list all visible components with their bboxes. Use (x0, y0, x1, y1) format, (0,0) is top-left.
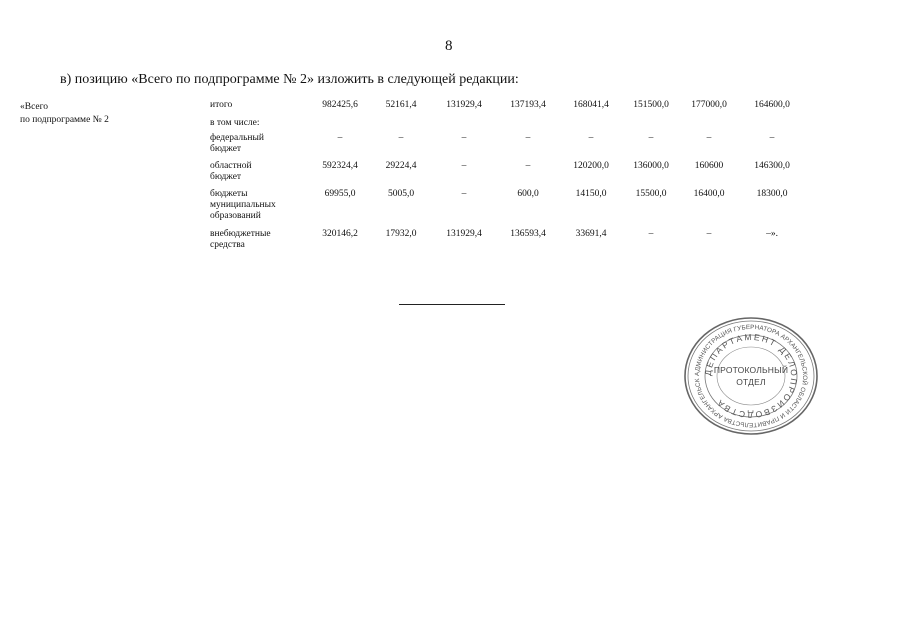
row-label-line: областной (210, 161, 252, 171)
stamp-seal-icon (682, 315, 820, 437)
table-cell: 5005,0 (387, 189, 415, 199)
table-cell: – (398, 133, 404, 143)
stamp-inner-text: ДЕПАРТАМЕНТ ДЕЛОПРОИЗВОДСТВА (702, 331, 800, 421)
table-cell: – (461, 161, 467, 171)
table-cell: 52161,4 (385, 100, 417, 110)
table-cell: 320146,2 (322, 229, 358, 239)
table-cell: – (525, 133, 531, 143)
table-cell: – (337, 133, 343, 143)
stamp-center-line-1: ПРОТОКОЛЬНЫЙ (713, 365, 789, 375)
table-cell: 33691,4 (575, 229, 607, 239)
separator-line (399, 304, 505, 305)
table-cell (738, 118, 806, 133)
table-cell: 151500,0 (633, 100, 669, 110)
table-cell: 131929,4 (446, 100, 482, 110)
table-cell: – (648, 229, 654, 239)
protocol-department-stamp (682, 315, 820, 437)
table-cell: – (706, 133, 712, 143)
table-cell: 18300,0 (756, 189, 788, 199)
instruction-text: в) позицию «Всего по подпрограмме № 2» изложить в следующей редакции: (60, 72, 519, 87)
table-cell: – (588, 133, 594, 143)
table-cell: 160600 (694, 161, 724, 171)
row-label (210, 118, 310, 133)
row-label-line: муниципальных (210, 200, 276, 210)
table-cell: 137193,4 (510, 100, 546, 110)
stamp-outer-text: АДМИНИСТРАЦИЯ ГУБЕРНАТОРА АРХАНГЕЛЬСКОЙ ОБЛАСТИ И ПРАВИТЕЛЬСТВА АРХАНГЕЛЬСК (693, 323, 809, 429)
table-cell: 177000,0 (691, 100, 727, 110)
table-cell: 69955,0 (324, 189, 356, 199)
row-label-line: средства (210, 240, 245, 250)
table-cell: 16400,0 (693, 189, 725, 199)
row-label-line: в том числе: (210, 118, 260, 128)
table-cell (370, 118, 432, 133)
row-title-line-2: по подпрограмме № 2 (20, 115, 109, 125)
row-title (20, 101, 109, 127)
table-cell: 136000,0 (633, 161, 669, 171)
table-row (210, 161, 806, 189)
table-row (210, 189, 806, 229)
table-row (210, 133, 806, 161)
row-label-line: бюджет (210, 172, 242, 182)
table-cell: 600,0 (517, 189, 539, 199)
row-label-line: бюджет (210, 144, 242, 154)
table-cell: – (706, 229, 712, 239)
row-label-line: образований (210, 211, 261, 221)
table-cell (680, 118, 738, 133)
table-row (210, 100, 806, 118)
table-cell (432, 118, 496, 133)
table-cell (622, 118, 680, 133)
table-cell: 168041,4 (573, 100, 609, 110)
budget-table (210, 100, 806, 257)
table-cell (310, 118, 370, 133)
table-row (210, 229, 806, 257)
table-cell: 136593,4 (510, 229, 546, 239)
table-cell: 592324,4 (322, 161, 358, 171)
row-label-line: федеральный (210, 133, 264, 143)
table-cell: 982425,6 (322, 100, 358, 110)
page-number: 8 (445, 38, 453, 54)
table-cell (560, 118, 622, 133)
table-cell: –». (766, 229, 778, 239)
table-cell: – (648, 133, 654, 143)
row-label (210, 189, 310, 229)
stamp-center-line-2: ОТДЕЛ (736, 377, 766, 387)
table-cell: – (769, 133, 775, 143)
table-cell: 120200,0 (573, 161, 609, 171)
table-cell: 14150,0 (575, 189, 607, 199)
row-label (210, 161, 310, 189)
row-label (210, 133, 310, 161)
table-cell: 164600,0 (754, 100, 790, 110)
table-cell: – (461, 189, 467, 199)
row-label-line: итого (210, 100, 233, 110)
table-cell (496, 118, 560, 133)
table-cell: – (525, 161, 531, 171)
table-cell: 15500,0 (635, 189, 667, 199)
table-cell: – (461, 133, 467, 143)
row-label (210, 100, 310, 118)
row-label-line: внебюджетные (210, 229, 271, 239)
table-cell: 17932,0 (385, 229, 417, 239)
table-row (210, 118, 806, 133)
row-title-line-1: «Всего (20, 102, 49, 112)
table-cell: 29224,4 (385, 161, 417, 171)
row-label (210, 229, 310, 257)
row-label-line: бюджеты (210, 189, 248, 199)
table-cell: 146300,0 (754, 161, 790, 171)
table-cell: 131929,4 (446, 229, 482, 239)
